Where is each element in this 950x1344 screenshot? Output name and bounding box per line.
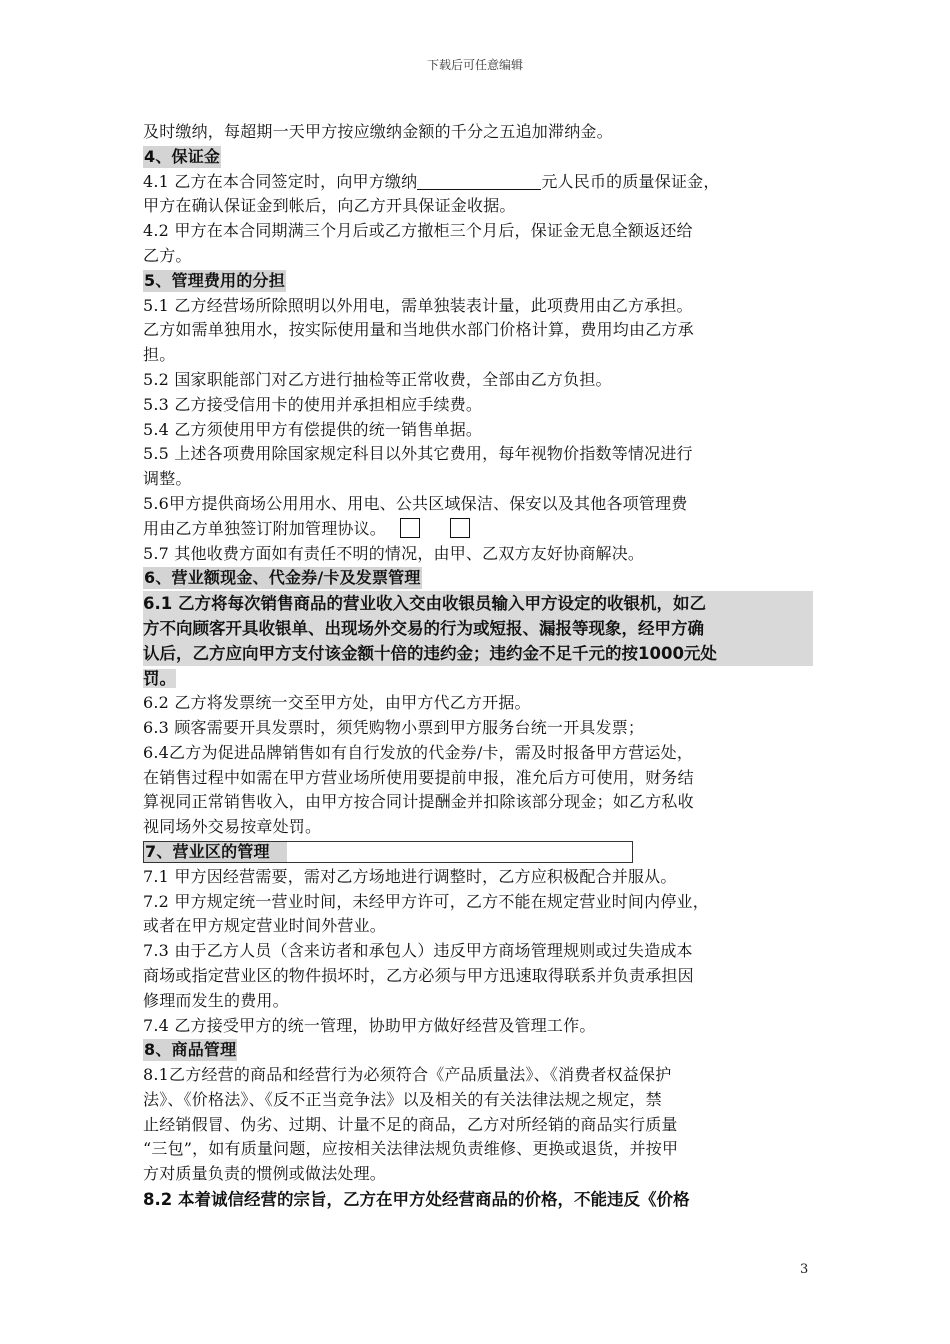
- paragraph-line: 担。: [143, 345, 176, 365]
- clause-6-2: 6.2 乙方将发票统一交至甲方处，由甲方代乙方开据。: [143, 693, 531, 713]
- section-heading-6: 6、营业额现金、代金券/卡及发票管理: [144, 568, 421, 588]
- paragraph-line: 算视同正常销售收入，由甲方按合同计提酬金并扣除该部分现金；如乙方私收: [143, 792, 694, 812]
- deposit-amount-blank[interactable]: [417, 172, 541, 190]
- checkbox-1[interactable]: [400, 518, 420, 538]
- clause-4-2: 4.2 甲方在本合同期满三个月后或乙方撤柜三个月后，保证金无息全额返还给: [143, 221, 693, 241]
- paragraph-line: 方对质量负责的惯例或做法处理。: [143, 1164, 387, 1184]
- paragraph-line: 方不向顾客开具收银单、出现场外交易的行为或短报、漏报等现象，经甲方确: [143, 616, 813, 641]
- page-number: 3: [800, 1262, 809, 1277]
- clause-5-6-cont: 用由乙方单独签订附加管理协议。: [143, 517, 813, 542]
- paragraph-line: 及时缴纳，每超期一天甲方按应缴纳金额的千分之五追加滞纳金。: [143, 122, 613, 141]
- section-heading-8: 8、商品管理: [144, 1040, 237, 1060]
- paragraph-line: 在销售过程中如需在甲方营业场所使用要提前申报，准允后方可使用，财务结: [143, 767, 694, 787]
- paragraph-line: 止经销假冒、伪劣、过期、计量不足的商品，乙方对所经销的商品实行质量: [143, 1114, 678, 1134]
- page-header: 下载后可任意编辑: [426, 58, 523, 72]
- section-heading-7: 7、营业区的管理: [143, 841, 633, 863]
- checkbox-2[interactable]: [450, 518, 470, 538]
- clause-5-4: 5.4 乙方须使用甲方有偿提供的统一销售单据。: [143, 419, 483, 439]
- clause-5-7: 5.7 其他收费方面如有责任不明的情况，由甲、乙双方友好协商解决。: [143, 543, 645, 563]
- paragraph-line: 或者在甲方规定营业时间外营业。: [143, 916, 387, 936]
- clause-6-3: 6.3 顾客需要开具发票时，须凭购物小票到甲方服务台统一开具发票；: [143, 717, 645, 737]
- clause-4-1: 4.1 乙方在本合同签定时，向甲方缴纳 元人民币的质量保证金，: [143, 171, 720, 191]
- paragraph-line: 罚。: [143, 669, 176, 689]
- clause-5-5: 5.5 上述各项费用除国家规定科目以外其它费用，每年视物价指数等情况进行: [143, 444, 693, 464]
- paragraph-line: 修理而发生的费用。: [143, 990, 289, 1010]
- clause-7-2: 7.2 甲方规定统一营业时间，未经甲方许可，乙方不能在规定营业时间内停业，: [143, 891, 709, 911]
- clause-7-4: 7.4 乙方接受甲方的统一管理，协助甲方做好经营及管理工作。: [143, 1015, 596, 1035]
- clause-5-1: 5.1 乙方经营场所除照明以外用电，需单独装表计量，此项费用由乙方承担。: [143, 295, 693, 315]
- clause-7-3: 7.3 由于乙方人员（含来访者和承包人）违反甲方商场管理规则或过失造成本: [143, 941, 693, 961]
- section-heading-4: 4、保证金: [144, 146, 221, 166]
- paragraph-line: 认后，乙方应向甲方支付该金额十倍的违约金；违约金不足千元的按1000元处: [143, 641, 813, 666]
- paragraph-line: 法》、《价格法》、《反不正当竞争法》以及相关的有关法律法规之规定，禁: [143, 1089, 662, 1109]
- paragraph-line: 商场或指定营业区的物件损坏时，乙方必须与甲方迅速取得联系并负责承担因: [143, 965, 694, 985]
- paragraph-line: “三包”，如有质量问题，应按相关法律法规负责维修、更换或退货，并按甲: [143, 1139, 679, 1159]
- clause-5-3: 5.3 乙方接受信用卡的使用并承担相应手续费。: [143, 394, 483, 414]
- section-heading-5: 5、管理费用的分担: [144, 270, 285, 290]
- paragraph-line: 乙方如需单独用水，按实际使用量和当地供水部门价格计算，费用均由乙方承: [143, 320, 694, 340]
- clause-5-6: 5.6甲方提供商场公用用水、用电、公共区域保洁、保安以及其他各项管理费: [143, 493, 688, 513]
- paragraph-line: 乙方。: [143, 245, 192, 265]
- clause-8-2: 8.2 本着诚信经营的宗旨，乙方在甲方处经营商品的价格，不能违反《价格: [143, 1190, 690, 1210]
- paragraph-line: 视同场外交易按章处罚。: [143, 817, 322, 837]
- paragraph-line: 调整。: [143, 469, 192, 489]
- clause-8-1: 8.1乙方经营的商品和经营行为必须符合《产品质量法》、《消费者权益保护: [143, 1065, 672, 1085]
- paragraph-line: 甲方在确认保证金到帐后，向乙方开具保证金收据。: [143, 196, 516, 216]
- clause-7-1: 7.1 甲方因经营需要，需对乙方场地进行调整时，乙方应积极配合并服从。: [143, 866, 677, 886]
- clause-5-2: 5.2 国家职能部门对乙方进行抽检等正常收费，全部由乙方负担。: [143, 369, 612, 389]
- clause-6-1: 6.1 乙方将每次销售商品的营业收入交由收银员输入甲方设定的收银机，如乙: [143, 591, 813, 616]
- clause-6-4: 6.4乙方为促进品牌销售如有自行发放的代金券/卡，需及时报备甲方营运处，: [143, 742, 694, 762]
- document-body: [143, 120, 813, 1212]
